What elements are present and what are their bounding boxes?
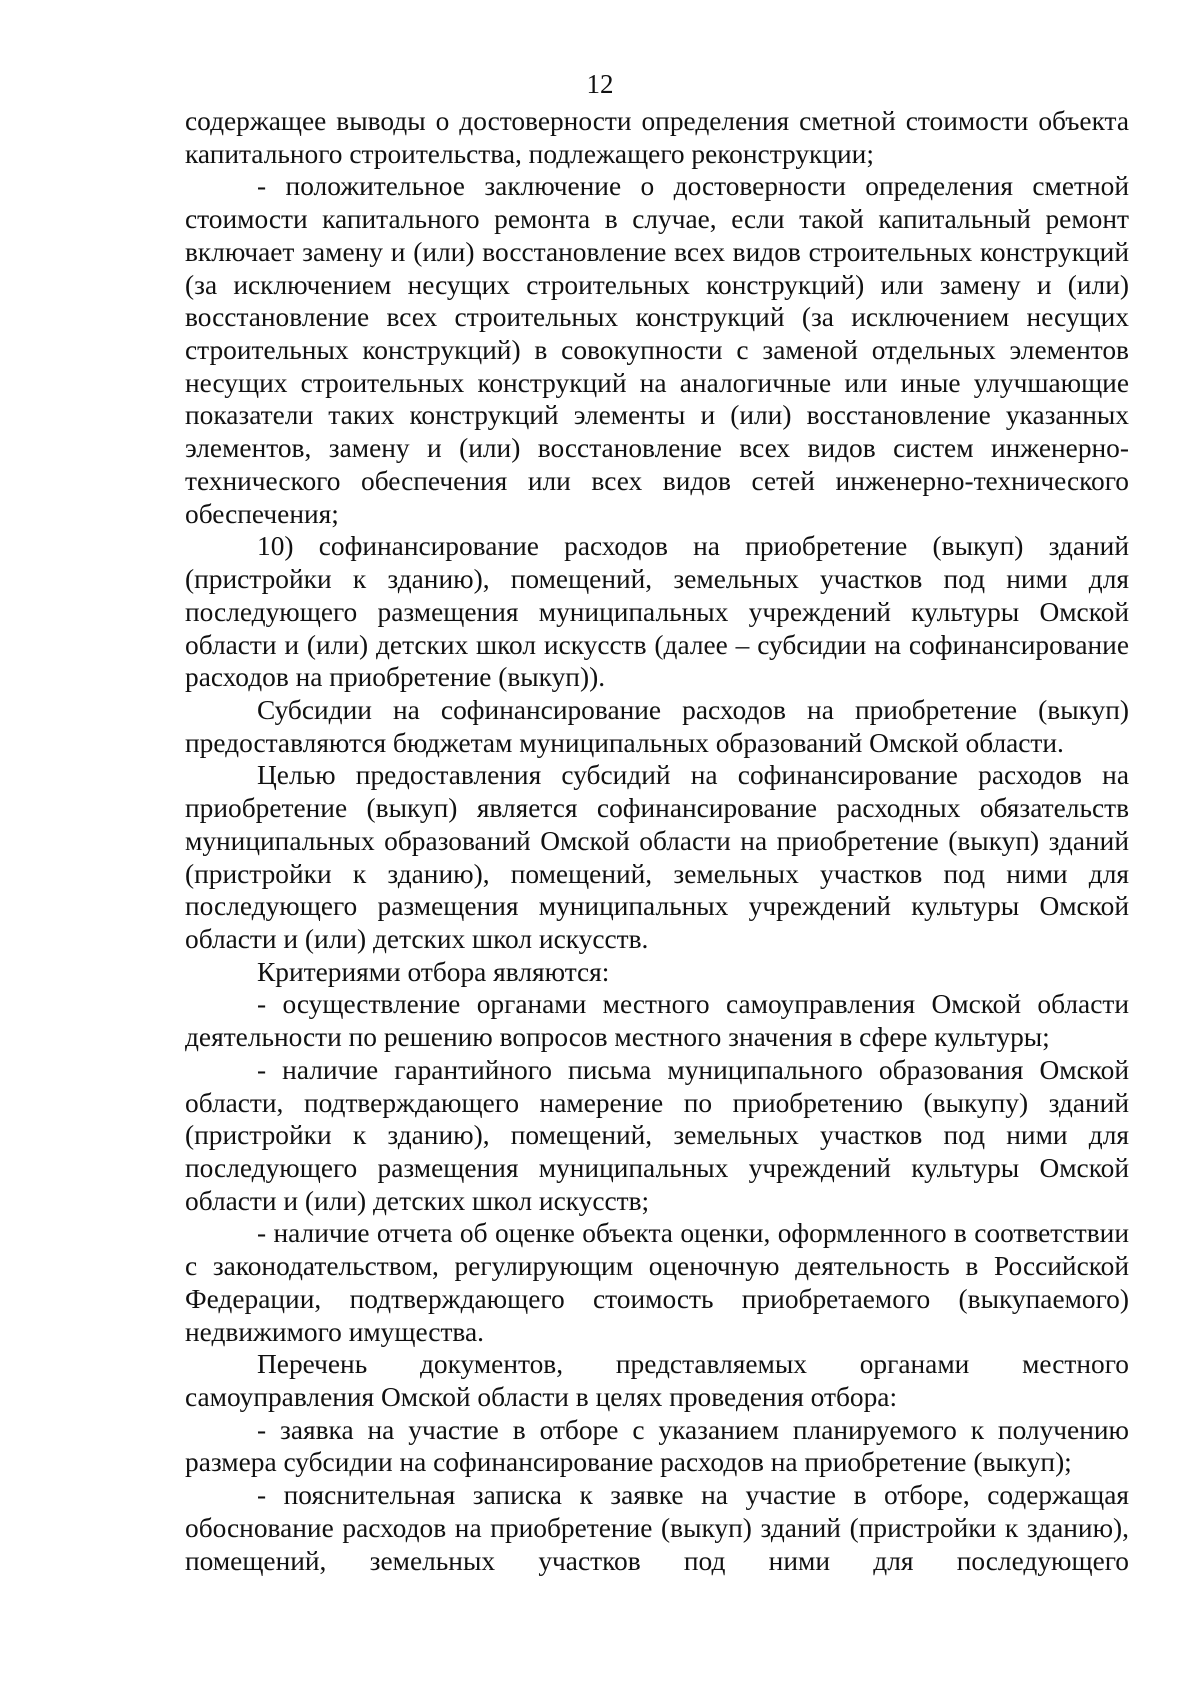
paragraph-item-10: 10) софинансирование расходов на приобретение (выкуп) зданий (пристройки к зданию), помещений, земельных участков под ними для последующего размещения муниципальных учреждений культуры Омской области и (или) детских школ искусств (далее – субсидии на софинансирование расходов на приобретение (выкуп)).: [185, 531, 1129, 693]
paragraph-list-item: - наличие отчета об оценке объекта оценки, оформленного в соответствии с законодательством, регулирующим оценочную деятельность в Российской Федерации, подтверждающего стоимость приобретаемого (выкупаемого) недвижимого имущества.: [185, 1218, 1129, 1347]
paragraph-list-item: - положительное заключение о достоверности определения сметной стоимости капитального ремонта в случае, если такой капитальный ремонт включает замену и (или) восстановление всех видов строительных конструкций (за исключением несущих строительных конструкций) или замену и (или) восстановление всех строительных конструкций (за исключением несущих строительных конструкций) в совокупности с заменой отдельных элементов несущих строительных конструкций на аналогичные или иные улучшающие показатели таких конструкций элементы и (или) восстановление указанных элементов, замену и (или) восстановление всех видов систем инженерно-технического обеспечения или всех видов сетей инженерно-технического обеспечения;: [185, 171, 1129, 529]
page-number: 12: [586, 69, 614, 99]
paragraph-list-item: - пояснительная записка к заявке на участие в отборе, содержащая обоснование расходов на приобретение (выкуп) зданий (пристройки к зданию), помещений, земельных участков под ними для последующего: [185, 1480, 1129, 1576]
paragraph-continuation: содержащее выводы о достоверности определения сметной стоимости объекта капитального строительства, подлежащего реконструкции;: [185, 106, 1129, 169]
paragraph-heading: Критериями отбора являются:: [257, 956, 610, 987]
paragraph: Субсидии на софинансирование расходов на приобретение (выкуп) предоставляются бюджетам муниципальных образований Омской области.: [185, 694, 1129, 758]
paragraph-list-item: - осуществление органами местного самоуправления Омской области деятельности по решению вопросов местного значения в сфере культуры;: [185, 989, 1129, 1053]
paragraph-list-item: - наличие гарантийного письма муниципального образования Омской области, подтверждающего намерение по приобретению (выкупу) зданий (пристройки к зданию), помещений, земельных участков под ними для последующего размещения муниципальных учреждений культуры Омской области и (или) детских школ искусств;: [185, 1054, 1129, 1216]
paragraph: Перечень документов, представляемых органами местного самоуправления Омской области в целях проведения отбора:: [185, 1349, 1129, 1413]
paragraph-list-item: - заявка на участие в отборе с указанием планируемого к получению размера субсидии на софинансирование расходов на приобретение (выкуп);: [185, 1414, 1129, 1478]
paragraph: Целью предоставления субсидий на софинансирование расходов на приобретение (выкуп) является софинансирование расходных обязательств муниципальных образований Омской области на приобретение (выкуп) зданий (пристройки к зданию), помещений, земельных участков под ними для последующего размещения муниципальных учреждений культуры Омской области и (или) детских школ искусств.: [185, 760, 1129, 954]
document-body: [185, 105, 1129, 1577]
